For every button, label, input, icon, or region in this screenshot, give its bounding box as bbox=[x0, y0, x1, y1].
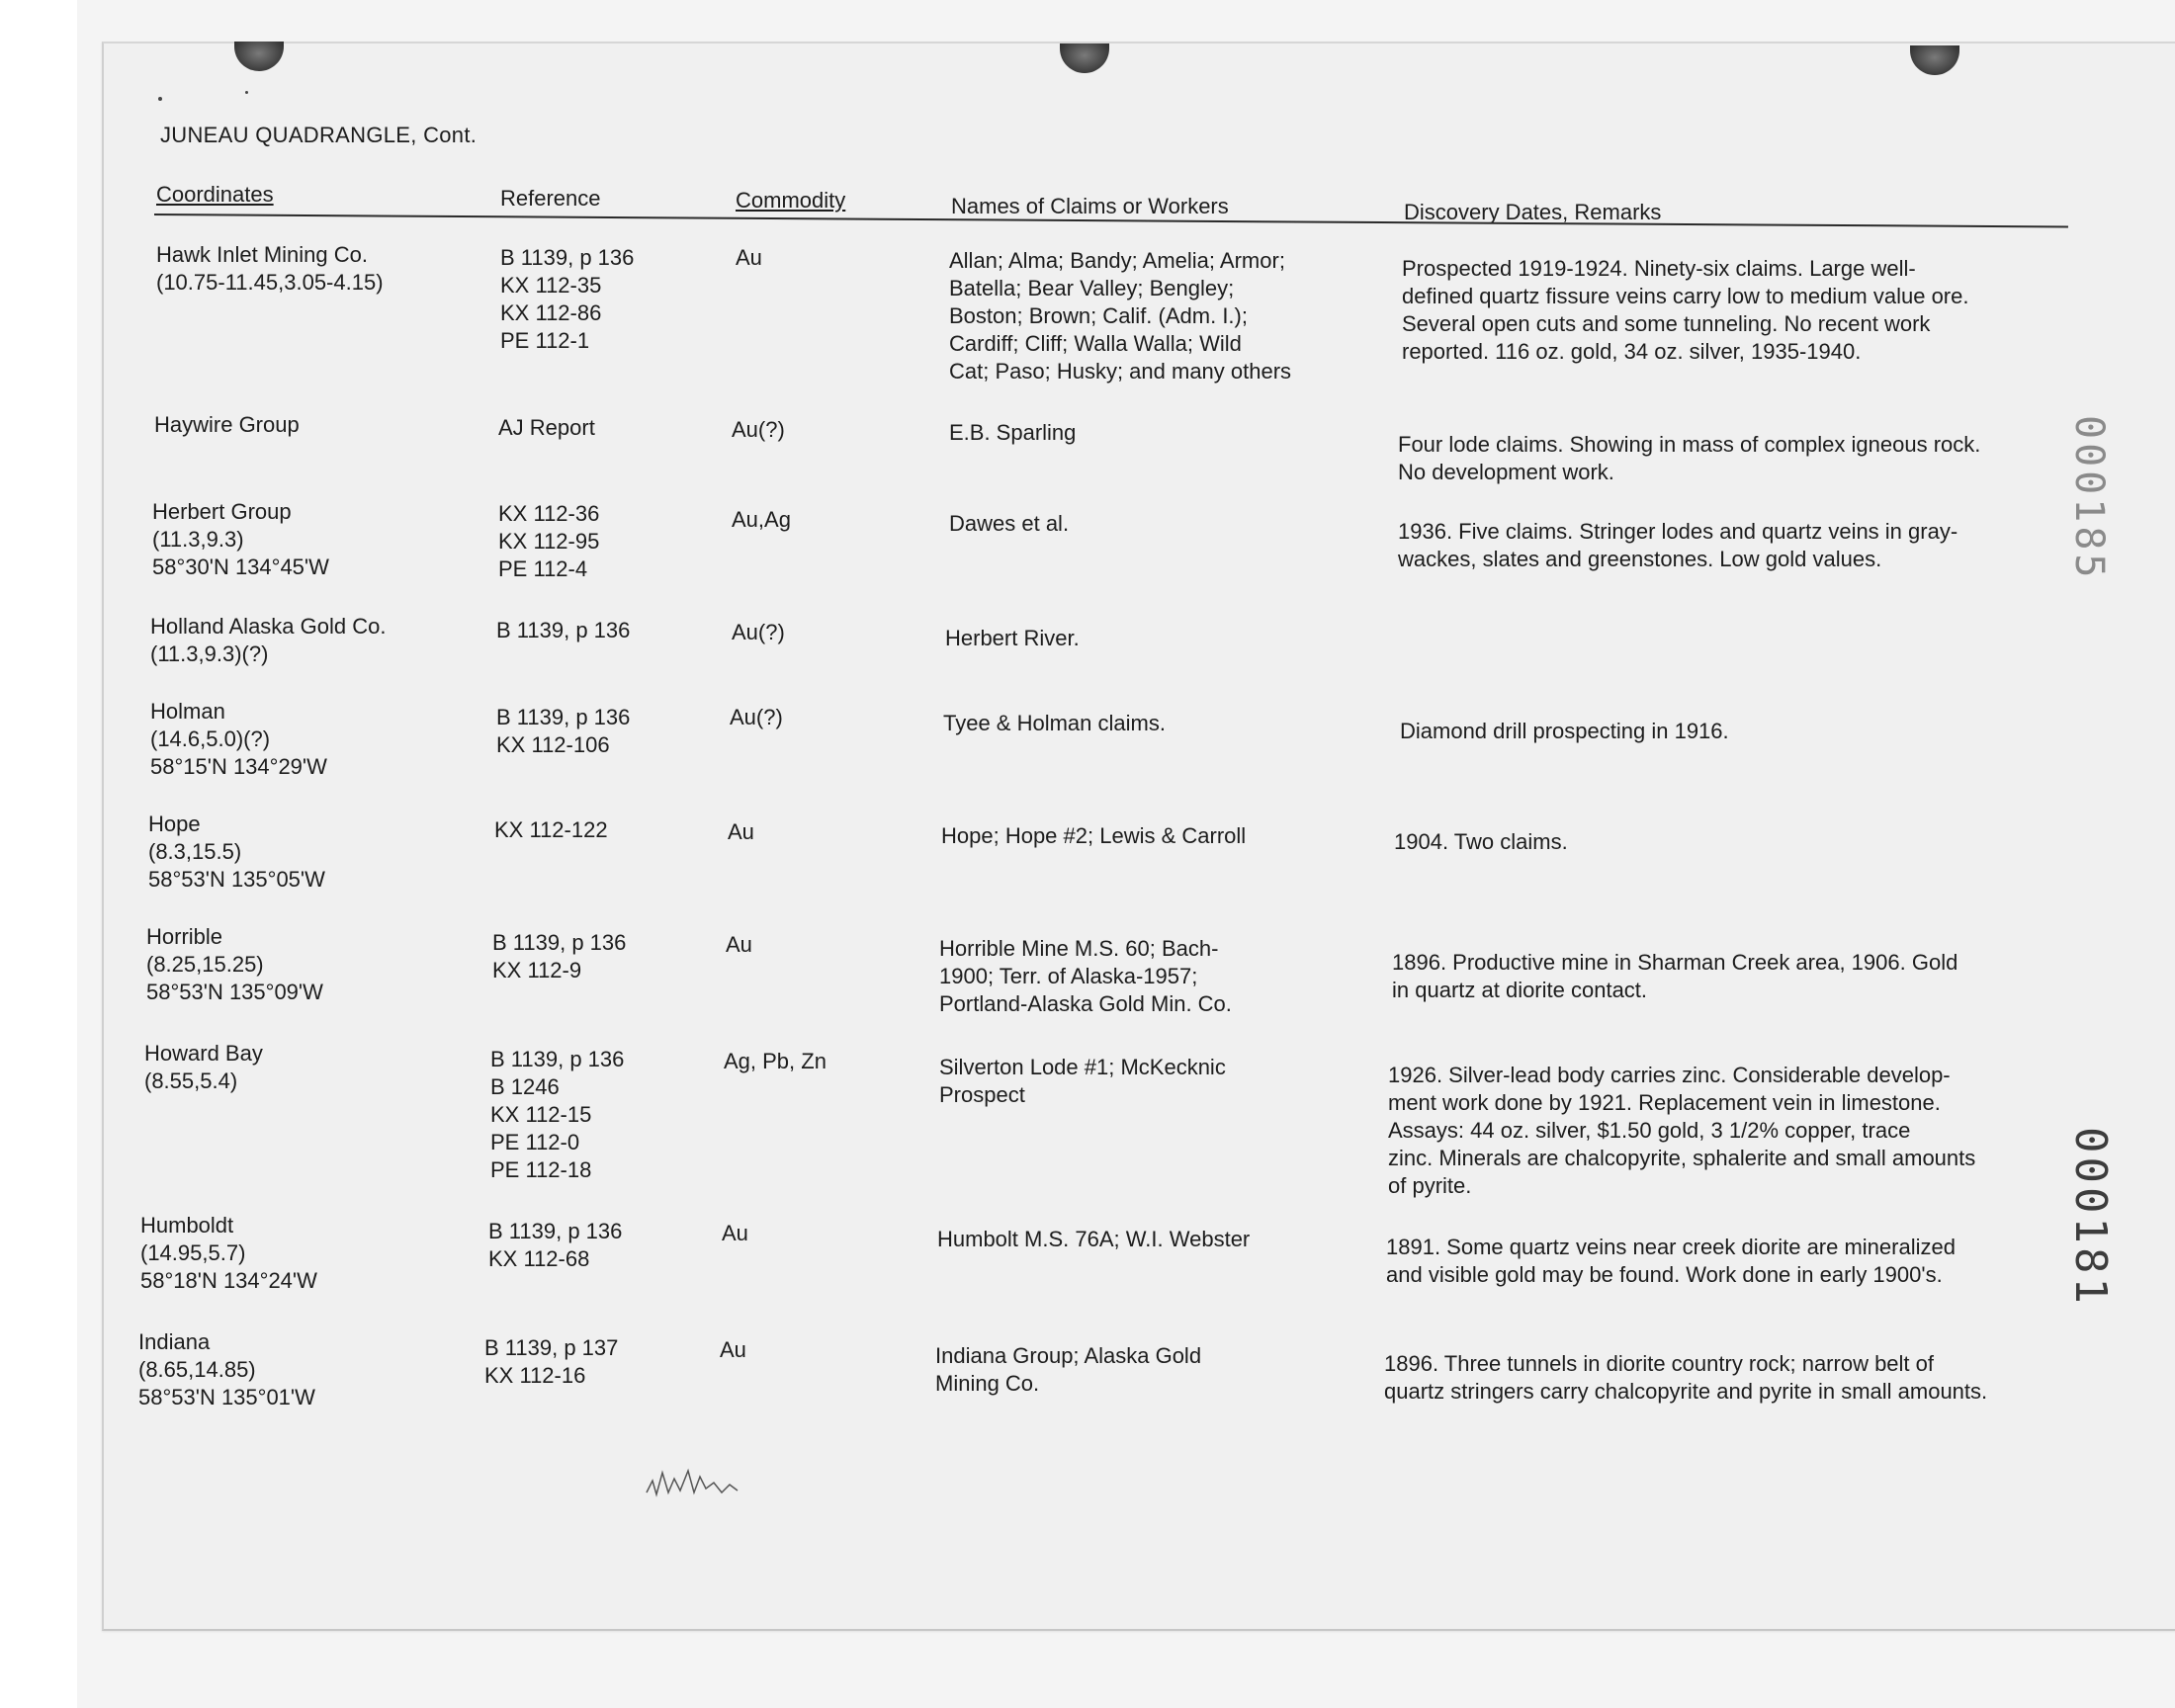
coordinates-cell: Holman (14.6,5.0)(?) 58°15'N 134°29'W bbox=[150, 699, 327, 779]
reference-cell: B 1139, p 136 KX 112-9 bbox=[492, 930, 627, 982]
commodity-cell: Au bbox=[736, 245, 762, 270]
scan-speck bbox=[245, 91, 248, 94]
names-cell: Indiana Group; Alaska Gold Mining Co. bbox=[935, 1343, 1202, 1396]
remarks-cell: Four lode claims. Showing in mass of complex igneous rock. No development work. bbox=[1398, 432, 1981, 484]
names-cell: Herbert River. bbox=[945, 626, 1080, 650]
commodity-cell: Au bbox=[720, 1337, 746, 1362]
names-cell: Dawes et al. bbox=[949, 511, 1070, 536]
coordinates-cell: Horrible (8.25,15.25) 58°53'N 135°09'W bbox=[146, 924, 323, 1004]
names-cell: Hope; Hope #2; Lewis & Carroll bbox=[941, 823, 1247, 848]
reference-cell: B 1139, p 136 KX 112-35 KX 112-86 PE 112-1 bbox=[500, 245, 635, 353]
reference-cell: AJ Report bbox=[498, 415, 595, 440]
names-cell: E.B. Sparling bbox=[949, 420, 1077, 445]
reference-cell: B 1139, p 136 KX 112-106 bbox=[496, 705, 631, 757]
remarks-cell: 1926. Silver-lead body carries zinc. Considerable develop- ment work done by 1921. Replacement vein in limestone. Assays: 44 oz. silver, $1.50 gold, 3 1/2% copper, trace zinc. Minerals are chalcopyrite, sphalerite and small amounts of pyrite. bbox=[1388, 1063, 1976, 1198]
scan-left-margin bbox=[0, 0, 77, 1708]
commodity-cell: Au bbox=[726, 932, 752, 957]
names-cell: Tyee & Holman claims. bbox=[943, 711, 1166, 735]
coordinates-cell: Herbert Group (11.3,9.3) 58°30'N 134°45'W bbox=[152, 499, 329, 579]
remarks-cell: 1936. Five claims. Stringer lodes and quartz veins in gray- wackes, slates and greenstones. Low gold values. bbox=[1398, 519, 1958, 571]
names-cell: Humbolt M.S. 76A; W.I. Webster bbox=[937, 1227, 1251, 1251]
reference-cell: KX 112-122 bbox=[494, 817, 608, 842]
column-header-reference: Reference bbox=[500, 186, 601, 211]
remarks-cell: Prospected 1919-1924. Ninety-six claims. Large well- defined quartz fissure veins carry low to medium value ore. Several open cuts and some tunneling. No recent work reported. 116 oz. gold, 34 oz. silver, 1935-1940. bbox=[1402, 256, 1969, 364]
names-cell: Horrible Mine M.S. 60; Bach- 1900; Terr. of Alaska-1957; Portland-Alaska Gold Min. Co. bbox=[939, 936, 1232, 1016]
reference-cell: KX 112-36 KX 112-95 PE 112-4 bbox=[498, 501, 600, 581]
scan-speck bbox=[158, 97, 162, 101]
coordinates-cell: Indiana (8.65,14.85) 58°53'N 135°01'W bbox=[138, 1329, 315, 1409]
column-header-remarks: Discovery Dates, Remarks bbox=[1404, 200, 1662, 224]
reference-cell: B 1139, p 136 bbox=[496, 618, 631, 642]
page-title: JUNEAU QUADRANGLE, Cont. bbox=[160, 123, 478, 147]
names-cell: Allan; Alma; Bandy; Amelia; Armor; Batella; Bear Valley; Bengley; Boston; Brown; Calif. (Adm. I.); Cardiff; Cliff; Walla Walla; Wild Cat; Paso; Husky; and many others bbox=[949, 248, 1292, 384]
reference-cell: B 1139, p 136 KX 112-68 bbox=[488, 1219, 623, 1271]
coordinates-cell: Haywire Group bbox=[154, 412, 300, 437]
names-cell: Silverton Lode #1; McKecknic Prospect bbox=[939, 1055, 1226, 1107]
reference-cell: B 1139, p 137 KX 112-16 bbox=[484, 1335, 619, 1388]
column-header-names: Names of Claims or Workers bbox=[951, 194, 1229, 218]
commodity-cell: Au,Ag bbox=[732, 507, 791, 532]
commodity-cell: Au(?) bbox=[730, 705, 783, 729]
coordinates-cell: Hope (8.3,15.5) 58°53'N 135°05'W bbox=[148, 811, 325, 892]
remarks-cell: 1896. Productive mine in Sharman Creek area, 1906. Gold in quartz at diorite contact. bbox=[1392, 950, 1958, 1002]
remarks-cell: 1891. Some quartz veins near creek diorite are mineralized and visible gold may be found. Work done in early 1900's. bbox=[1386, 1235, 1956, 1287]
coordinates-cell: Holland Alaska Gold Co. (11.3,9.3)(?) bbox=[150, 614, 387, 666]
coordinates-cell: Humboldt (14.95,5.7) 58°18'N 134°24'W bbox=[140, 1213, 317, 1293]
remarks-cell: Diamond drill prospecting in 1916. bbox=[1400, 719, 1729, 743]
coordinates-cell: Howard Bay (8.55,5.4) bbox=[144, 1041, 263, 1093]
coordinates-cell: Hawk Inlet Mining Co. (10.75-11.45,3.05-4.15) bbox=[156, 242, 384, 295]
remarks-cell: 1904. Two claims. bbox=[1394, 829, 1568, 854]
upper-page-stamp: 000185 bbox=[2066, 415, 2112, 582]
column-header-commodity: Commodity bbox=[736, 188, 846, 213]
commodity-cell: Au bbox=[728, 819, 754, 844]
commodity-cell: Au(?) bbox=[732, 620, 785, 644]
commodity-cell: Au bbox=[722, 1221, 748, 1245]
lower-page-stamp: 000181 bbox=[2065, 1127, 2116, 1308]
reference-cell: B 1139, p 136 B 1246 KX 112-15 PE 112-0 PE 112-18 bbox=[490, 1047, 625, 1182]
ink-scribble bbox=[643, 1463, 761, 1502]
commodity-cell: Au(?) bbox=[732, 417, 785, 442]
column-header-coordinates: Coordinates bbox=[156, 182, 274, 207]
remarks-cell: 1896. Three tunnels in diorite country rock; narrow belt of quartz stringers carry chalcopyrite and pyrite in small amounts. bbox=[1384, 1351, 1988, 1404]
commodity-cell: Ag, Pb, Zn bbox=[724, 1049, 826, 1073]
